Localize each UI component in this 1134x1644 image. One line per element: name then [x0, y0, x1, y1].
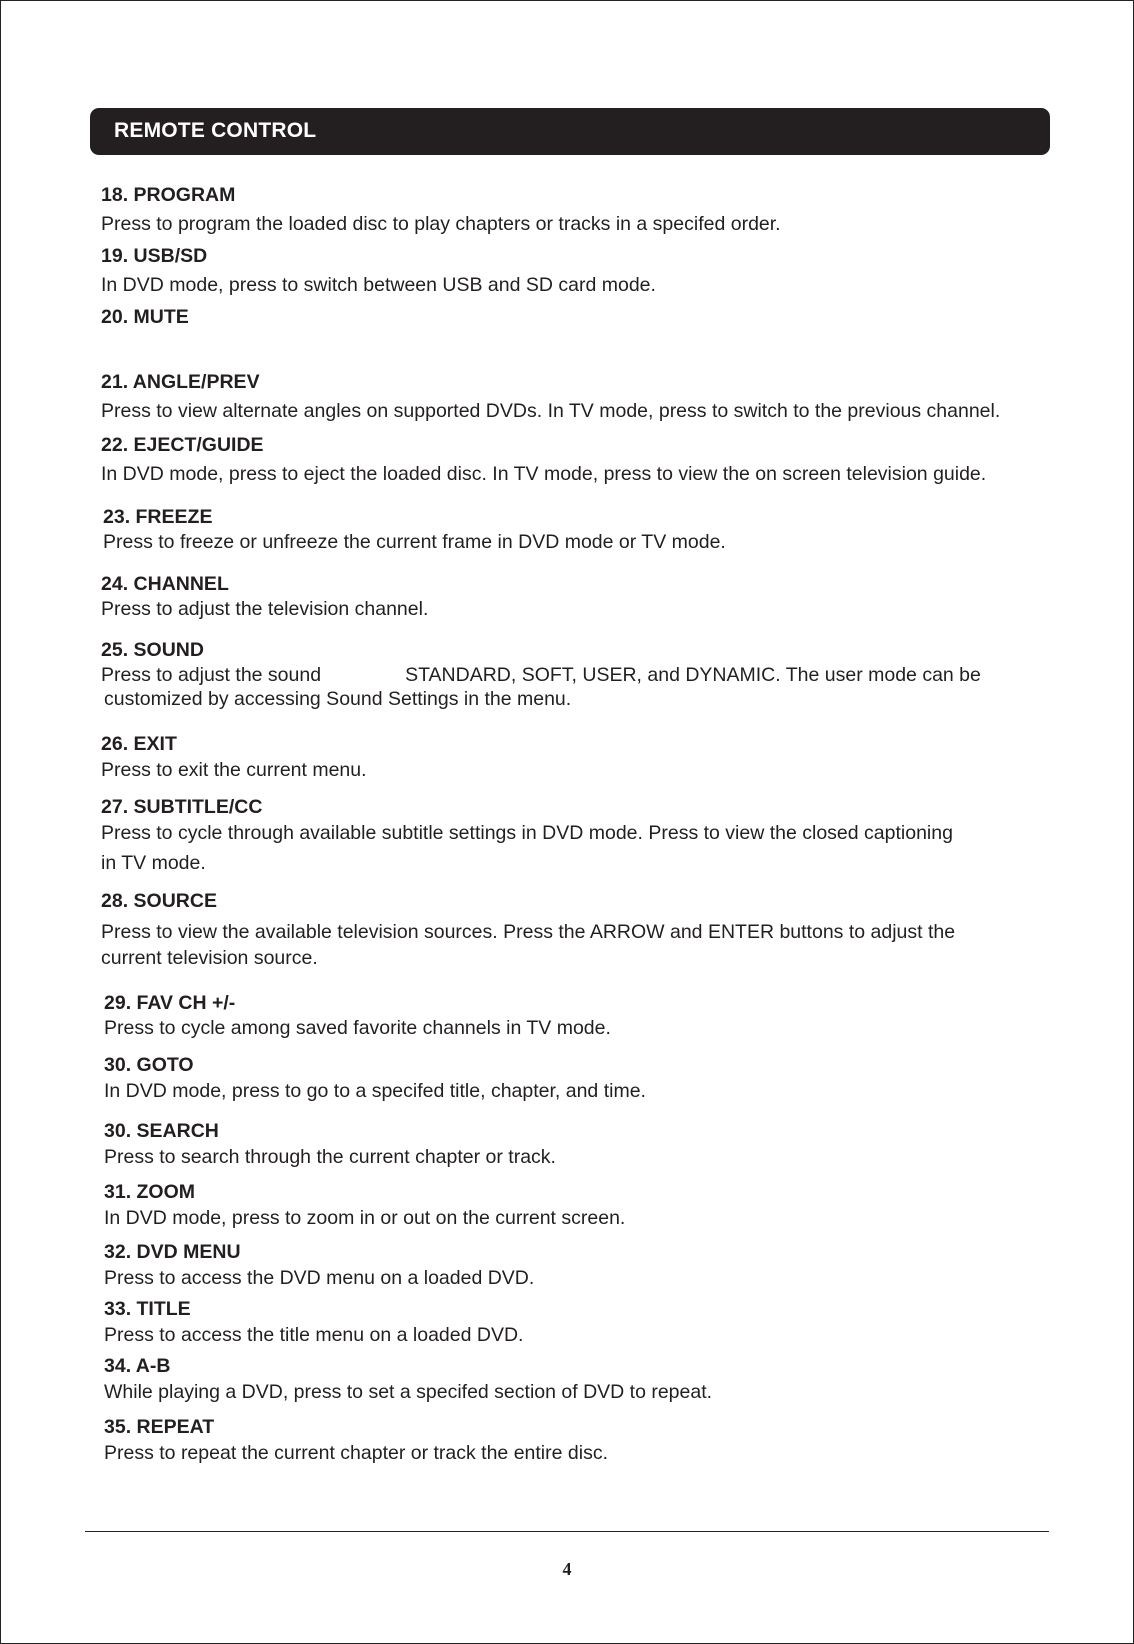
item-description: Press to access the title menu on a loaded DVD. — [104, 1324, 524, 1346]
item-description-part: Press to adjust the sound — [101, 664, 322, 686]
item-description: Press to access the DVD menu on a loaded DVD. — [104, 1267, 535, 1289]
item-description: In DVD mode, press to eject the loaded disc. In TV mode, press to view the on screen television guide. — [101, 463, 987, 485]
item-description: Press to view alternate angles on supported DVDs. In TV mode, press to switch to the previous channel. — [101, 400, 1001, 422]
section-header-bar — [90, 108, 1050, 155]
item-title: 22. EJECT/GUIDE — [101, 434, 264, 456]
item-description-continued: current television source. — [101, 947, 318, 969]
item-title: 24. CHANNEL — [101, 573, 229, 595]
item-title: 34. A-B — [104, 1355, 171, 1377]
item-description-part: STANDARD, SOFT, USER, and DYNAMIC. The user mode can be — [405, 664, 981, 686]
item-description: Press to view the available television sources. Press the ARROW and ENTER buttons to adjust the — [101, 921, 956, 943]
item-description: In DVD mode, press to go to a specifed title, chapter, and time. — [104, 1080, 646, 1102]
item-title: 31. ZOOM — [104, 1181, 196, 1203]
item-title: 21. ANGLE/PREV — [101, 371, 260, 393]
item-title: 27. SUBTITLE/CC — [101, 796, 263, 818]
page-number: 4 — [562, 1559, 572, 1579]
item-title: 26. EXIT — [101, 733, 177, 755]
item-title: 32. DVD MENU — [104, 1241, 241, 1263]
item-description: While playing a DVD, press to set a specifed section of DVD to repeat. — [104, 1381, 713, 1403]
item-title: 29. FAV CH +/- — [104, 992, 236, 1014]
item-description: Press to adjust the television channel. — [101, 598, 429, 620]
item-description — [101, 664, 981, 687]
footer-divider — [85, 1531, 1049, 1532]
section-title: REMOTE CONTROL — [114, 119, 317, 142]
item-title: 25. SOUND — [101, 639, 204, 661]
item-title: 30. GOTO — [104, 1054, 194, 1076]
item-title: 35. REPEAT — [104, 1416, 215, 1438]
item-description: Press to cycle among saved favorite channels in TV mode. — [104, 1017, 611, 1039]
item-title: 20. MUTE — [101, 306, 189, 328]
item-description: Press to program the loaded disc to play chapters or tracks in a specifed order. — [101, 213, 781, 235]
item-description-continued: customized by accessing Sound Settings in the menu. — [104, 688, 572, 710]
item-description: In DVD mode, press to zoom in or out on the current screen. — [104, 1207, 626, 1229]
item-description: Press to repeat the current chapter or track the entire disc. — [104, 1442, 608, 1464]
item-title: 18. PROGRAM — [101, 184, 236, 206]
item-description: Press to freeze or unfreeze the current frame in DVD mode or TV mode. — [103, 531, 726, 553]
item-description: Press to search through the current chapter or track. — [104, 1146, 556, 1168]
item-title: 33. TITLE — [104, 1298, 191, 1320]
item-title: 23. FREEZE — [103, 506, 213, 528]
item-description: In DVD mode, press to switch between USB and SD card mode. — [101, 274, 656, 296]
item-description: Press to cycle through available subtitle settings in DVD mode. Press to view the closed captioning — [101, 822, 953, 844]
item-title: 30. SEARCH — [104, 1120, 219, 1142]
item-title: 28. SOURCE — [101, 890, 217, 912]
item-description-continued: in TV mode. — [101, 852, 206, 874]
item-description: Press to exit the current menu. — [101, 759, 367, 781]
item-title: 19. USB/SD — [101, 245, 208, 267]
